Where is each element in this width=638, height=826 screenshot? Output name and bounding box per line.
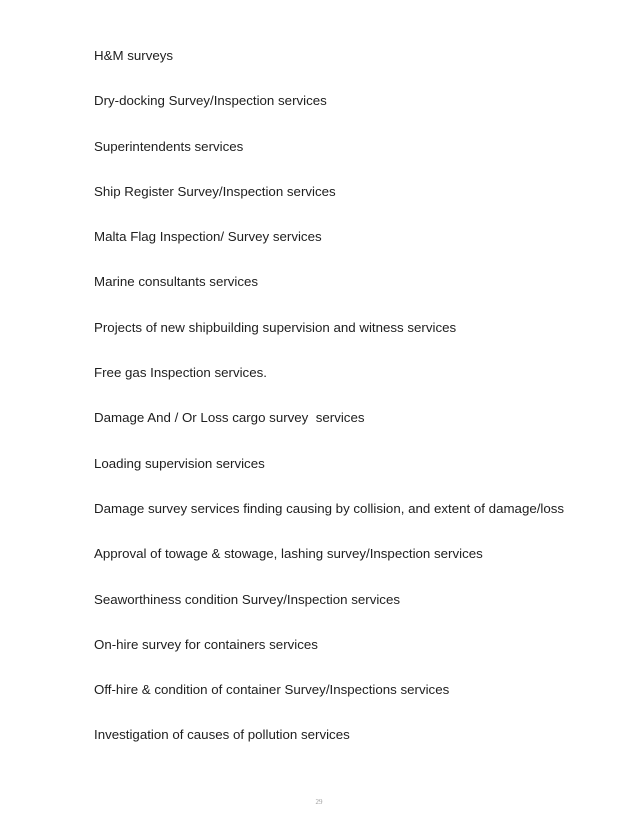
list-item: On-hire survey for containers services [94,636,318,652]
list-item: Dry-docking Survey/Inspection services [94,93,327,109]
list-item: Superintendents services [94,138,244,154]
list-item: Seaworthiness condition Survey/Inspection services [94,591,400,607]
list-item: Damage And / Or Loss cargo survey services [94,410,365,426]
list-item: Ship Register Survey/Inspection services [94,183,336,199]
list-item: Investigation of causes of pollution services [94,727,350,743]
list-item: Free gas Inspection services. [94,365,267,381]
list-item: Loading supervision services [94,455,265,471]
list-item: Damage survey services finding causing by collision, and extent of damage/loss [94,500,565,516]
services-list [94,47,564,772]
list-item: Malta Flag Inspection/ Survey services [94,229,322,245]
list-item: Marine consultants services [94,274,259,290]
list-item: Projects of new shipbuilding supervision and witness services [94,319,457,335]
list-item: Approval of towage & stowage, lashing survey/Inspection services [94,546,483,562]
page-number: 29 [315,798,323,806]
list-item: H&M surveys [94,48,174,63]
list-item: Off-hire & condition of container Survey/Inspections services [94,682,450,698]
